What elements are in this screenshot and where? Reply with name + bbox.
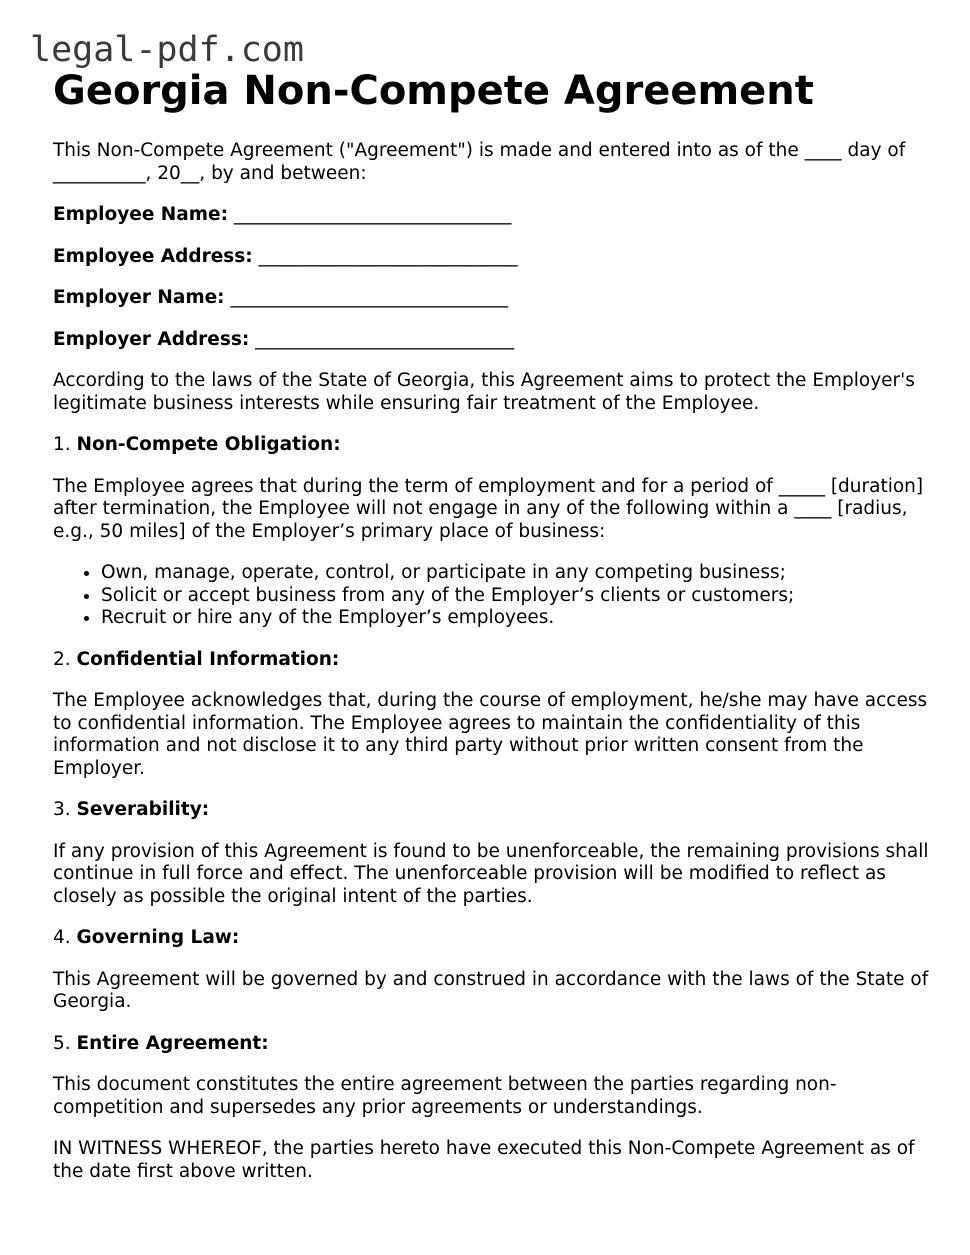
section-1-number: 1. xyxy=(53,434,71,455)
section-2-body: The Employee acknowledges that, during the course of employment, he/she may have access to confidential information. The Employee agrees to maintain the confidentiality of this information and not disclose it to any third party without prior written consent from the Employer. xyxy=(53,690,928,779)
section-3-body: If any provision of this Agreement is found to be unenforceable, the remaining provisions shall continue in full force and effect. The unenforceable provision will be modified to reflect as closely as possible the original intent of the parties. xyxy=(53,840,929,907)
section-4-heading xyxy=(53,927,933,950)
closing-paragraph: IN WITNESS WHEREOF, the parties hereto have executed this Non-Compete Agreement as of the date first above written. xyxy=(53,1138,915,1182)
section-1-bullet: • Solicit or accept business from any of the Employer’s clients or customers; xyxy=(101,585,933,608)
employer-address-field xyxy=(53,329,933,352)
purpose-paragraph: According to the laws of the State of Georgia, this Agreement aims to protect the Employer's legitimate business interests while ensuring fair treatment of the Employee. xyxy=(53,370,915,414)
section-1-heading xyxy=(53,434,933,457)
employee-address-field xyxy=(53,246,933,269)
employee-address-label: Employee Address: xyxy=(53,245,253,267)
employer-name-label: Employer Name: xyxy=(53,287,225,308)
section-2-number: 2. xyxy=(53,648,71,670)
section-1-title: Non-Compete Obligation: xyxy=(76,434,341,455)
section-4-body: This Agreement will be governed by and construed in accordance with the laws of the State of Georgia. xyxy=(53,968,929,1012)
section-4-number: 4. xyxy=(53,927,71,948)
section-1-bullet-list xyxy=(53,562,933,630)
section-3-number: 3. xyxy=(53,799,71,820)
employer-address-label: Employer Address: xyxy=(53,328,250,350)
section-5-number: 5. xyxy=(53,1032,71,1054)
employee-name-blank: ______________________________ xyxy=(233,204,512,225)
section-3-title: Severability: xyxy=(76,799,210,820)
intro-paragraph: This Non-Compete Agreement ("Agreement") is made and entered into as of the ____ day of __________, 20__, by and between: xyxy=(53,140,906,184)
section-1-bullet: • Recruit or hire any of the Employer’s employees. xyxy=(101,607,933,630)
employee-name-field xyxy=(53,204,933,227)
section-2-title: Confidential Information: xyxy=(76,648,340,670)
section-3-heading xyxy=(53,799,933,822)
watermark-text: legal-pdf.com xyxy=(30,30,304,70)
section-1-body: The Employee agrees that during the term of employment and for a period of _____ [duration] after termination, the Employee will not engage in any of the following within a ____ [radius, e.g., 50 miles] of the Employer’s primary place of business: xyxy=(53,475,924,542)
employer-address-blank: ____________________________ xyxy=(255,328,515,350)
employee-address-blank: ____________________________ xyxy=(258,245,518,267)
section-5-heading xyxy=(53,1033,933,1056)
employer-name-blank: ______________________________ xyxy=(230,287,508,308)
section-1-bullet: • Own, manage, operate, control, or participate in any competing business; xyxy=(101,562,933,585)
document-body xyxy=(53,68,933,1202)
section-4-title: Governing Law: xyxy=(76,927,240,948)
section-5-title: Entire Agreement: xyxy=(76,1032,269,1054)
employer-name-field xyxy=(53,287,933,310)
employee-name-label: Employee Name: xyxy=(53,204,228,225)
document-title: Georgia Non-Compete Agreement xyxy=(53,68,814,114)
section-2-heading xyxy=(53,649,933,672)
section-5-body: This document constitutes the entire agreement between the parties regarding non-competition and supersedes any prior agreements or understandings. xyxy=(53,1074,837,1118)
